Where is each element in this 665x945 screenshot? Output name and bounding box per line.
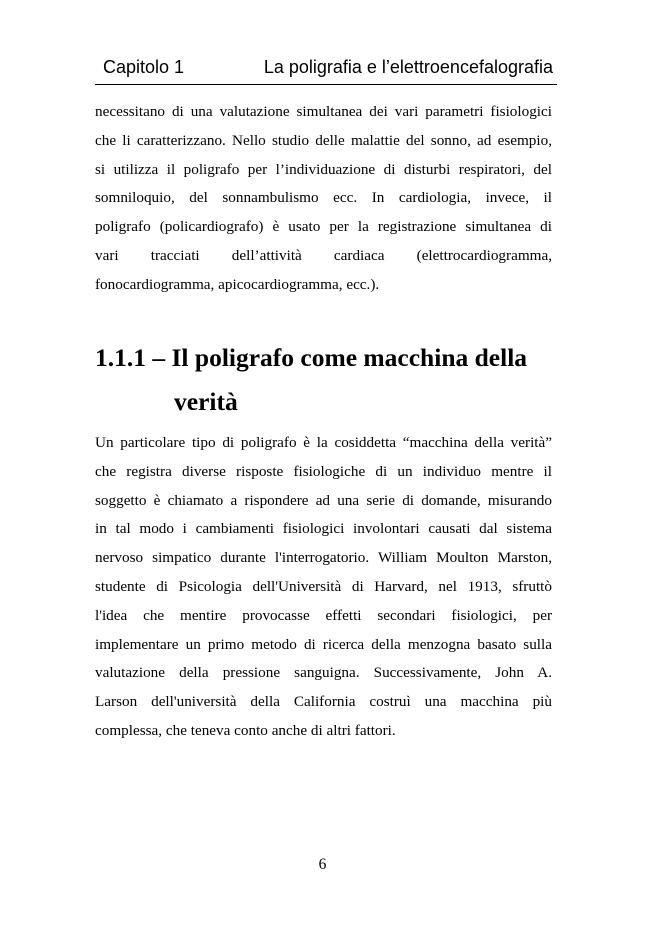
paragraph-line: valutazione della pressione sanguigna. Successivamente, John A.: [95, 664, 552, 682]
paragraph-line: che registra diverse risposte fisiologiche di un individuo mentre il: [95, 462, 552, 480]
paragraph-line: soggetto è chiamato a rispondere ad una serie di domande, misurando: [95, 491, 552, 509]
paragraph-line: nervoso simpatico durante l'interrogatorio. William Moulton Marston,: [95, 549, 552, 567]
page-number: 6: [318, 856, 327, 873]
paragraph-line: l'idea che mentire provocasse effetti secondari fisiologici, per: [95, 606, 552, 624]
paragraph-line: in tal modo i cambiamenti fisiologici involontari causati dal sistema: [95, 520, 552, 538]
paragraph-intro: [95, 98, 552, 300]
page-header: [95, 54, 557, 84]
paragraph-line: vari tracciati dell’attività cardiaca (elettrocardiogramma,: [95, 246, 552, 264]
paragraph-line: complessa, che teneva conto anche di altri fattori.: [95, 721, 396, 739]
paragraph-line: che li caratterizzano. Nello studio delle malattie del sonno, ad esempio,: [95, 131, 552, 149]
section-heading: [95, 336, 565, 424]
header-rule: [95, 84, 557, 85]
section-heading-line: verità: [174, 387, 238, 416]
paragraph-line: fonocardiogramma, apicocardiogramma, ecc.).: [95, 275, 380, 293]
header-title: La poligrafia e l’elettroencefalografia: [263, 57, 553, 77]
paragraph-line: Un particolare tipo di poligrafo è la cosiddetta “macchina della verità”: [95, 434, 552, 451]
paragraph-line: somniloquio, del sonnambulismo ecc. In cardiologia, invece, il: [95, 189, 552, 207]
paragraph-line: poligrafo (policardiografo) è usato per la registrazione simultanea di: [95, 218, 552, 236]
paragraph-line: Larson dell'università della California costruì una macchina più: [95, 693, 552, 711]
paragraph-line: studente di Psicologia dell'Università di Harvard, nel 1913, sfruttò: [95, 577, 552, 595]
paragraph-body: [95, 429, 552, 746]
header-chapter: Capitolo 1: [103, 57, 185, 77]
paragraph-line: necessitano di una valutazione simultanea dei vari parametri fisiologici: [95, 103, 552, 120]
paragraph-line: si utilizza il poligrafo per l’individuazione di disturbi respiratori, del: [95, 160, 552, 178]
section-heading-line: 1.1.1 – Il poligrafo come macchina della: [95, 343, 528, 372]
paragraph-line: implementare un primo metodo di ricerca della menzogna basato sulla: [95, 635, 552, 653]
